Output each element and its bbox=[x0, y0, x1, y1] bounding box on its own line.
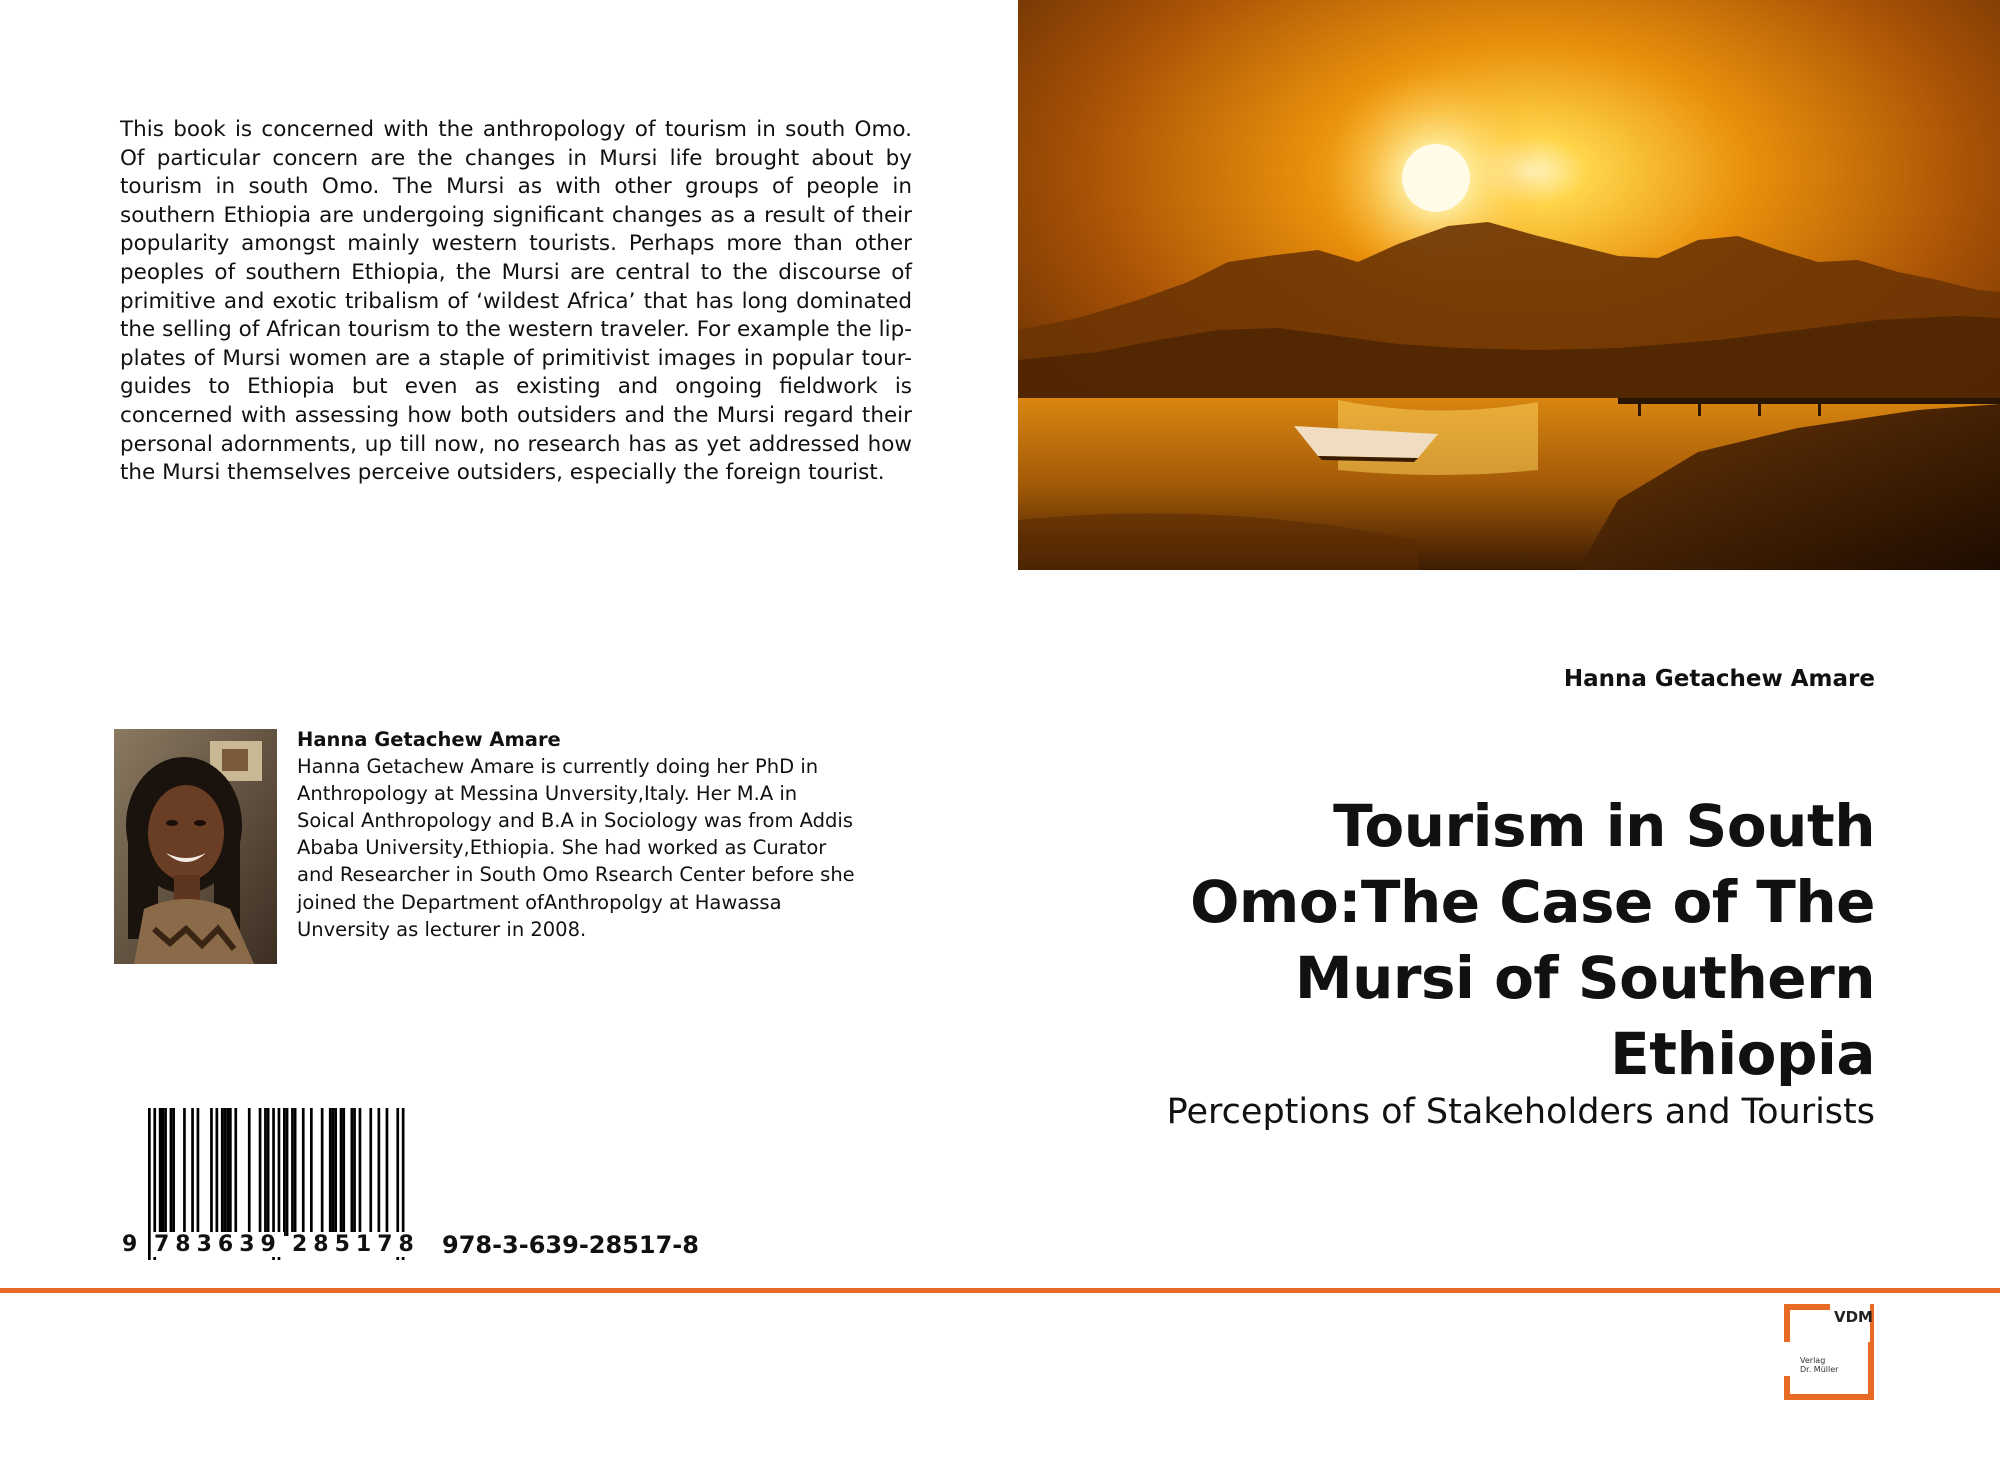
barcode-bar bbox=[332, 1108, 335, 1236]
logo-subtext bbox=[1800, 1356, 1838, 1374]
barcode-bar bbox=[229, 1108, 232, 1236]
logo-line-1: Verlag bbox=[1800, 1356, 1826, 1365]
barcode-bar bbox=[159, 1108, 162, 1236]
barcode-bar bbox=[353, 1108, 356, 1236]
barcode-bar bbox=[321, 1108, 324, 1236]
barcode-bar bbox=[283, 1108, 286, 1236]
barcode-bar bbox=[216, 1108, 219, 1236]
barcode-bar bbox=[386, 1108, 389, 1236]
barcode-bar bbox=[329, 1108, 332, 1236]
barcode-bar bbox=[162, 1108, 165, 1236]
barcode-bar bbox=[224, 1108, 227, 1236]
barcode-bar bbox=[264, 1108, 267, 1236]
barcode-bar bbox=[191, 1108, 194, 1236]
barcode-bar bbox=[259, 1108, 262, 1236]
author-bio bbox=[297, 726, 857, 943]
book-title: Tourism in South Omo:The Case of The Mursi of Southern Ethiopia bbox=[1190, 792, 1875, 1088]
back-cover-blurb: This book is concerned with the anthropology of tourism in south Omo. Of particular concern are the changes in Mursi life brought about by tourism in south Omo. The Mursi as with other groups of people in southern Ethiopia are undergoing significant changes as a result of their popularity amongst mainly western tourists. Perhaps more than other peoples of southern Ethiopia, the Mursi are central to the discourse of primitive and exotic tribalism of ‘wildest Africa’ that has long dominated the selling of African tourism to the western traveler. For example the lip-plates of Mursi women are a staple of primitivist images in popular tour-guides to Ethiopia but even as existing and ongoing fieldwork is concerned with assessing how both outsiders and the Mursi regard their personal adornments, up till now, no research has as yet addressed how the Mursi themselves perceive outsiders, especially the foreign tourist. bbox=[120, 117, 912, 486]
barcode-bar bbox=[294, 1108, 297, 1236]
barcode-bar bbox=[369, 1108, 372, 1236]
barcode-bar bbox=[351, 1108, 354, 1236]
barcode-bar bbox=[334, 1108, 337, 1236]
barcode-bar bbox=[342, 1108, 345, 1236]
logo-line-2: Dr. Müller bbox=[1800, 1365, 1839, 1374]
barcode-bar bbox=[221, 1108, 224, 1236]
barcode-bar bbox=[267, 1108, 270, 1236]
book-subtitle: Perceptions of Stakeholders and Tourists bbox=[1166, 1092, 1875, 1132]
orange-divider bbox=[0, 1288, 2000, 1293]
barcode-digit-prefix: 9 bbox=[122, 1232, 138, 1257]
cover-sunset-photo bbox=[1018, 0, 2000, 570]
barcode-digits bbox=[120, 1232, 420, 1264]
author-portrait bbox=[114, 729, 277, 964]
barcode-bar bbox=[378, 1108, 381, 1236]
front-cover-author: Hanna Getachew Amare bbox=[1563, 666, 1875, 692]
barcode-digit-group-left: 783639 bbox=[154, 1232, 282, 1257]
barcode-bar bbox=[310, 1108, 313, 1236]
isbn-number: 978-3-639-28517-8 bbox=[442, 1231, 699, 1259]
publisher-logo bbox=[1784, 1304, 1878, 1398]
barcode-digit-group-right: 285178 bbox=[292, 1232, 420, 1257]
barcode-bar bbox=[340, 1108, 343, 1236]
barcode-bar bbox=[226, 1108, 229, 1236]
barcode-bar bbox=[234, 1108, 237, 1236]
barcode-bar bbox=[164, 1108, 167, 1236]
bio-text: Hanna Getachew Amare is currently doing her PhD in Anthropology at Messina Unversity,Italy. Her M.A in Soical Anthropology and B.A in Sociology was from Addis Ababa University,Ethiopia. She had worked as Curator and Researcher in South Omo Rsearch Center before she joined the Department ofAnthropolgy at Hawassa Unversity as lecturer in 2008. bbox=[297, 755, 855, 941]
barcode-bar bbox=[172, 1108, 175, 1236]
logo-brand: VDM bbox=[1834, 1308, 1873, 1326]
barcode-bar bbox=[286, 1108, 289, 1236]
barcode-bar bbox=[197, 1108, 200, 1236]
barcode-bar bbox=[248, 1108, 251, 1236]
barcode-bar bbox=[302, 1108, 305, 1236]
barcode-bar bbox=[183, 1108, 186, 1236]
barcode-bar bbox=[291, 1108, 294, 1236]
barcode-bar bbox=[170, 1108, 173, 1236]
barcode-bar bbox=[210, 1108, 213, 1236]
barcode-bar bbox=[359, 1108, 362, 1236]
bio-author-name: Hanna Getachew Amare bbox=[297, 728, 561, 751]
